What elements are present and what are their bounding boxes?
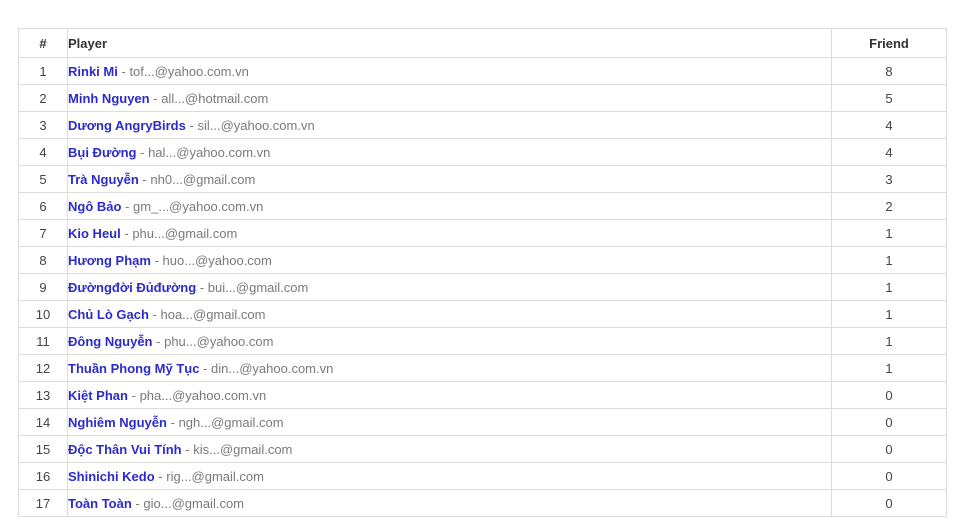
table-header [19,29,947,58]
player-name-link[interactable]: Toàn Toàn [68,495,132,511]
table-row [19,328,947,355]
player-separator: - [154,252,159,268]
cell-rank: 11 [19,328,68,355]
cell-player [68,490,832,517]
cell-rank: 4 [19,139,68,166]
player-separator: - [140,144,145,160]
player-separator: - [121,63,126,79]
cell-friend-count: 1 [832,247,947,274]
table-row [19,139,947,166]
cell-player [68,409,832,436]
cell-rank: 12 [19,355,68,382]
table-row [19,274,947,301]
player-name-link[interactable]: Nghiêm Nguyễn [68,414,167,430]
player-name-link[interactable]: Minh Nguyen [68,90,150,106]
cell-player [68,58,832,85]
table-row [19,58,947,85]
player-separator: - [185,441,190,457]
player-separator: - [189,117,194,133]
player-separator: - [125,198,130,214]
cell-rank: 5 [19,166,68,193]
cell-player [68,220,832,247]
cell-player [68,436,832,463]
player-email: huo...@yahoo.com [162,252,272,268]
cell-friend-count: 0 [832,490,947,517]
player-separator: - [124,225,129,241]
cell-friend-count: 2 [832,193,947,220]
player-separator: - [153,90,158,106]
player-name-link[interactable]: Chủ Lò Gạch [68,306,149,322]
cell-rank: 13 [19,382,68,409]
table-row [19,193,947,220]
cell-rank: 6 [19,193,68,220]
player-separator: - [203,360,208,376]
cell-player [68,274,832,301]
player-name-link[interactable]: Đông Nguyễn [68,333,153,349]
cell-player [68,193,832,220]
cell-player [68,301,832,328]
cell-player [68,328,832,355]
player-email: rig...@gmail.com [166,468,264,484]
cell-player [68,463,832,490]
table-row [19,220,947,247]
table-row [19,355,947,382]
cell-rank: 7 [19,220,68,247]
cell-rank: 15 [19,436,68,463]
table-row [19,301,947,328]
player-email: ngh...@gmail.com [178,414,284,430]
cell-friend-count: 3 [832,166,947,193]
player-leaderboard-table [18,28,947,517]
player-email: sil...@yahoo.com.vn [197,117,315,133]
player-email: phu...@yahoo.com [164,333,274,349]
cell-player [68,85,832,112]
table-row [19,436,947,463]
cell-player [68,382,832,409]
player-email: nh0...@gmail.com [150,171,256,187]
cell-friend-count: 1 [832,301,947,328]
player-name-link[interactable]: Hương Phạm [68,252,151,268]
cell-player [68,139,832,166]
player-name-link[interactable]: Độc Thân Vui Tính [68,441,182,457]
player-separator: - [156,333,161,349]
table-body [19,58,947,517]
cell-friend-count: 4 [832,139,947,166]
cell-rank: 16 [19,463,68,490]
player-separator: - [131,387,136,403]
cell-friend-count: 8 [832,58,947,85]
cell-player [68,247,832,274]
player-name-link[interactable]: Kio Heul [68,225,121,241]
cell-rank: 1 [19,58,68,85]
player-separator: - [199,279,205,295]
column-header-rank: # [19,29,68,58]
player-separator: - [170,414,175,430]
table-row [19,463,947,490]
player-email: kis...@gmail.com [193,441,293,457]
player-email: din...@yahoo.com.vn [211,360,334,376]
player-name-link[interactable]: Ngô Bảo [68,198,122,214]
cell-friend-count: 1 [832,328,947,355]
table-row [19,382,947,409]
player-email: phu...@gmail.com [132,225,238,241]
player-email: hal...@yahoo.com.vn [148,144,271,160]
player-separator: - [135,495,140,511]
table-row [19,247,947,274]
cell-rank: 2 [19,85,68,112]
player-email: bui...@gmail.com [207,279,309,295]
player-email: all...@hotmail.com [161,90,269,106]
table-header-row [19,29,947,58]
player-email: pha...@yahoo.com.vn [139,387,267,403]
cell-friend-count: 5 [832,85,947,112]
column-header-friend: Friend [832,29,947,58]
player-email: gio...@gmail.com [143,495,245,511]
cell-friend-count: 0 [832,382,947,409]
cell-rank: 3 [19,112,68,139]
cell-rank: 17 [19,490,68,517]
cell-rank: 14 [19,409,68,436]
cell-rank: 10 [19,301,68,328]
column-header-player: Player [68,29,832,58]
player-name-link[interactable]: Bụi Đường [68,144,137,160]
table-row [19,85,947,112]
player-email: gm_...@yahoo.com.vn [133,198,264,214]
cell-friend-count: 1 [832,355,947,382]
table-row [19,166,947,193]
player-name-link[interactable]: Đườngđời Đủđường [68,279,197,295]
table-row [19,490,947,517]
player-email: tof...@yahoo.com.vn [129,63,249,79]
cell-rank: 8 [19,247,68,274]
player-separator: - [142,171,147,187]
player-separator: - [152,306,157,322]
cell-friend-count: 0 [832,409,947,436]
cell-player [68,355,832,382]
player-email: hoa...@gmail.com [160,306,266,322]
cell-rank: 9 [19,274,68,301]
player-name-link[interactable]: Kiệt Phan [68,387,128,403]
table-row [19,409,947,436]
cell-player [68,166,832,193]
player-separator: - [158,468,163,484]
cell-friend-count: 1 [832,220,947,247]
player-name-link[interactable]: Rinki Mi [68,63,118,79]
cell-friend-count: 0 [832,436,947,463]
player-name-link[interactable]: Thuần Phong Mỹ Tục [68,360,200,376]
player-name-link[interactable]: Trà Nguyễn [68,171,139,187]
cell-friend-count: 0 [832,463,947,490]
cell-friend-count: 4 [832,112,947,139]
table-row [19,112,947,139]
cell-player [68,112,832,139]
player-name-link[interactable]: Dương AngryBirds [68,117,186,133]
cell-friend-count: 1 [832,274,947,301]
player-name-link[interactable]: Shinichi Kedo [68,468,155,484]
